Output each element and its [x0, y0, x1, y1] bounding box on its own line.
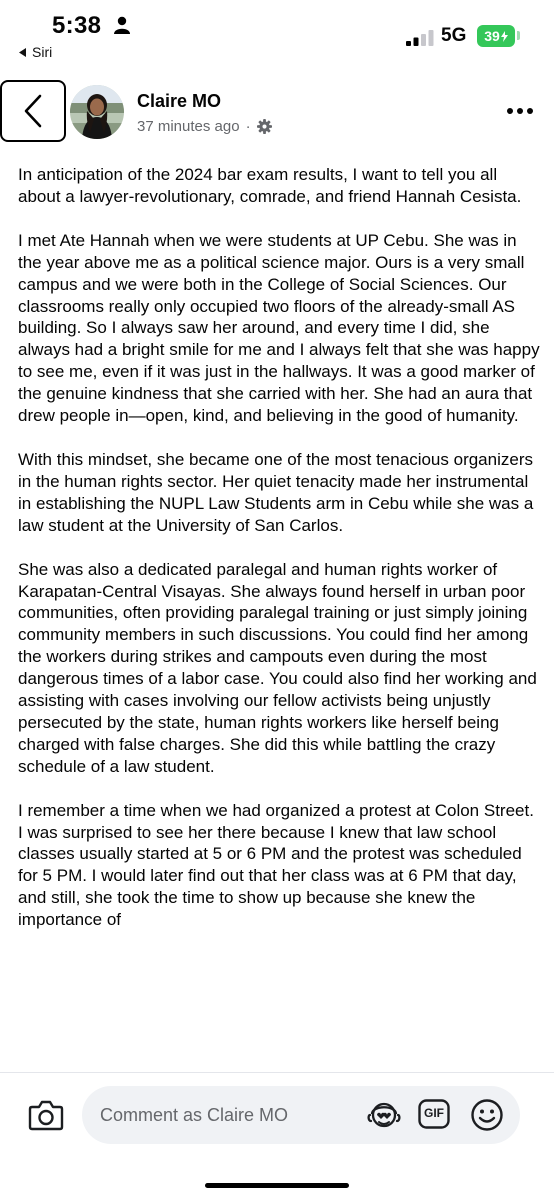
status-bar — [0, 0, 554, 72]
network-type: 5G — [441, 25, 467, 46]
gear-icon — [257, 119, 272, 134]
post-timestamp[interactable]: 37 minutes ago — [137, 118, 240, 135]
status-time: 5:38 — [52, 12, 102, 39]
more-options-button[interactable] — [502, 100, 538, 122]
post-meta — [137, 118, 272, 135]
comment-input[interactable] — [82, 1086, 520, 1144]
post-paragraph: In anticipation of the 2024 bar exam results, I want to tell you all about a lawyer-revolutionary, comrade, and friend Hannah Cesista. — [18, 165, 522, 206]
home-indicator[interactable] — [205, 1183, 349, 1188]
post-paragraph: With this mindset, she became one of the most tenacious organizers in the human rights sector. Her quiet tenacity made her instrumental in establishing the NUPL Law Students arm in Cebu while she was a law student at the University of San Carlos. — [18, 449, 534, 535]
battery-icon — [477, 25, 515, 47]
meta-separator: · — [245, 118, 251, 135]
gif-button[interactable] — [418, 1099, 450, 1129]
author-name[interactable]: Claire MO — [137, 91, 222, 111]
comment-bar — [0, 1072, 554, 1155]
back-triangle-icon — [18, 47, 27, 58]
battery-level: 39 — [484, 28, 500, 44]
more-dot — [507, 108, 513, 114]
battery-nub — [517, 31, 520, 40]
camera-icon[interactable] — [28, 1099, 64, 1131]
chevron-left-icon — [22, 94, 44, 128]
more-dot — [517, 108, 523, 114]
post-paragraph: I remember a time when we had organized a protest at Colon Street. I was surprised to see her there because I knew that law school classes usually started at 5 or 6 PM and the protest was scheduled for 5 PM. I would later find out that her class was at 6 PM that day, and still, she took the time to show up because she knew the importance of — [18, 800, 534, 930]
back-app-label: Siri — [32, 44, 53, 60]
signal-icon — [406, 30, 434, 46]
post-paragraph: She was also a dedicated paralegal and human rights worker of Karapatan-Central Visayas. She always found herself in urban poor communities, often providing paralegal training or just simply joining community members in such discussions. You could find her among the workers during strikes and campouts even during the most dangerous times of a labor case. You could also find her working and assisting with cases involving our fellow activists being unjustly persecuted by the state, human rights workers like herself being charged with false charges. She did this while battling the crazy schedule of a law student. — [18, 559, 537, 776]
post-body — [18, 164, 543, 953]
more-dot — [527, 108, 533, 114]
gif-label: GIF — [424, 1106, 444, 1120]
avatar-sticker-icon[interactable] — [366, 1097, 402, 1133]
profile-photo — [70, 85, 124, 139]
back-button[interactable] — [0, 80, 66, 142]
avatar[interactable] — [70, 85, 124, 139]
charging-bolt-icon — [501, 31, 508, 42]
back-to-siri[interactable] — [18, 44, 52, 60]
person-icon — [114, 16, 130, 34]
post-paragraph: I met Ate Hannah when we were students at UP Cebu. She was in the year above me as a political science major. Ours is a very small campus and we were both in the College of Social Sciences. Our classrooms really only occupied two floors of the already-small AS building. So I always saw her around, and every time I did, she always had a bright smile for me and I always felt that she was happy to see me, even if it was just in the hallways. It was a good marker of the genuine kindness that she carried with her. She had an aura that drew people in—open, kind, and believing in the good of humanity. — [18, 230, 540, 426]
emoji-icon[interactable] — [470, 1098, 504, 1132]
